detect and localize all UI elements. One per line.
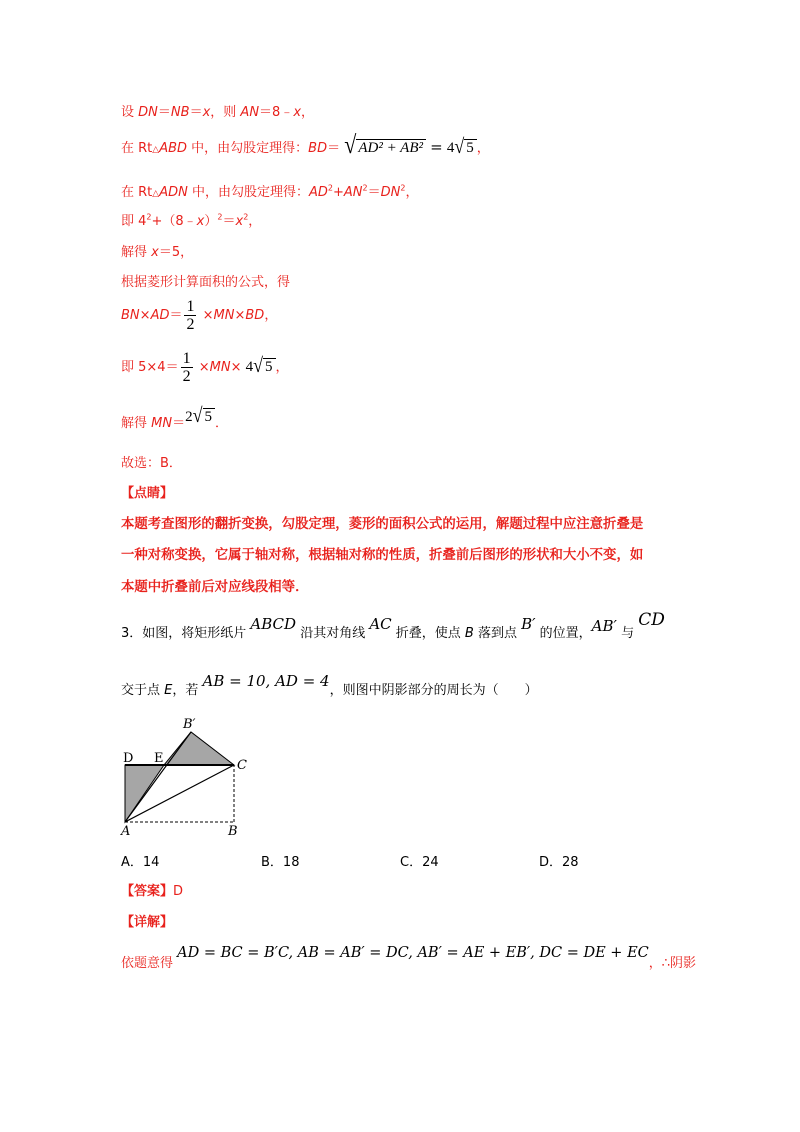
triangle-symbol: △ xyxy=(152,145,160,155)
label-bprime: B′ xyxy=(183,717,196,732)
solution-line-8: 即 5×4＝ $\frac{1}{2}$ ×MN× 4√ 5 ， xyxy=(121,350,289,385)
label-a: A xyxy=(121,824,131,838)
sqrt-4-root-5: 4√ 5 xyxy=(246,355,276,376)
section-heading-dianjing: 【点睛】 xyxy=(121,486,174,501)
sqrt-expression: √ AD² + AB² xyxy=(344,132,426,158)
comment-line-1: 本题考查图形的翻折变换，勾股定理，菱形的面积公式的运用，解题过程中应注意折叠是 xyxy=(121,517,644,532)
sqrt-4-root-5: 4√ 5 xyxy=(447,136,477,157)
detail-line-1: 依题意得 AD = BC = B′C, AB = AB′ = DC, AB′ = AE + EB′, DC = DE + EC，∴阴影 xyxy=(121,945,697,971)
section-heading-detail: 【详解】 xyxy=(121,915,174,930)
solution-line-2: 在 Rt△ABD 中，由勾股定理得：BD＝ √ AD² + AB² = 4√ 5 ， xyxy=(121,130,490,159)
fraction-one-half: $\frac{1}{2}$ xyxy=(186,298,195,333)
label-c: C xyxy=(237,758,247,773)
comment-line-2: 一种对称变换，它属于轴对称，根据轴对称的性质，折叠前后图形的形状和大小不变，如 xyxy=(121,548,644,563)
solution-line-6: 根据菱形计算面积的公式，得 xyxy=(121,275,291,290)
solution-line-4: 即 $4^2+(8﹣x)^2=x^2$， xyxy=(121,212,262,229)
option-c: C．24 xyxy=(400,855,439,870)
label-e: E xyxy=(154,751,164,766)
solution-line-10: 故选：B． xyxy=(121,456,182,471)
solution-line-9: 解得 MN＝2√ 5 ． xyxy=(121,403,229,431)
question-3-line-1: 3．如图，将矩形纸片 ABCD 沿其对角线 AC 折叠，使点 B 落到点 B′ 的位置，AB′ 与 CD xyxy=(121,610,665,641)
geometry-figure xyxy=(112,712,272,838)
comment-line-3: 本题中折叠前后对应线段相等． xyxy=(121,580,309,595)
label-d: D xyxy=(123,751,134,766)
shaded-triangle-ebc xyxy=(164,732,234,765)
question-3-line-2: 交于点 E，若 AB = 10, AD = 4，则图中阴影部分的周长为（ ） xyxy=(121,672,538,698)
answer-line: 【答案】D xyxy=(121,884,184,899)
solution-line-1: 设 DN＝NB＝x，则 AN＝8﹣x， xyxy=(121,105,315,120)
option-b: B．18 xyxy=(261,855,300,870)
solution-line-7: BN×AD＝ $\frac{1}{2}$ ×MN×BD， xyxy=(121,298,278,333)
solution-line-5: 解得 x＝5， xyxy=(121,245,194,260)
solution-line-3: 在 Rt△ADN 中，由勾股定理得：$AD^2+AN^2=DN^2$， xyxy=(121,183,419,200)
option-a: A．14 xyxy=(121,855,160,870)
sqrt-2-root-5: 2√ 5 xyxy=(185,405,215,426)
fraction-one-half: $\frac{1}{2}$ xyxy=(182,350,191,385)
option-d: D．28 xyxy=(539,855,579,870)
label-b: B xyxy=(228,824,238,838)
